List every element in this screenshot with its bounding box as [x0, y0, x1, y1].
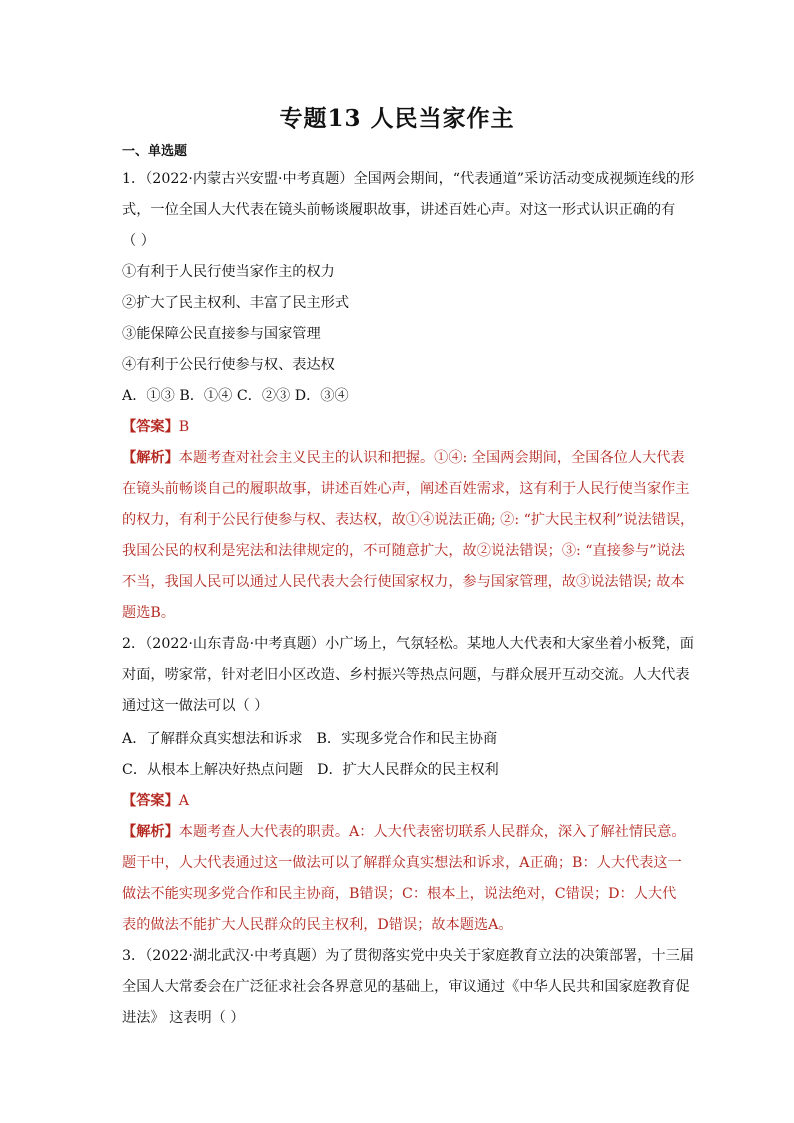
q2-analysis-line: 表的做法不能扩大人民群众的民主权利，D错误；故本题选A。 [122, 917, 513, 933]
q1-item: ④有利于公民行使参与权、表达权 [122, 357, 335, 373]
q1-analysis-line: 题选B。 [122, 605, 175, 621]
q1-analysis-line: 不当，我国人民可以通过人民代表大会行使国家权力，参与国家管理，故③说法错误; 故本 [122, 574, 685, 590]
q1-options: A．①③ B．①④ C．②③ D．③④ [122, 388, 349, 404]
q3-stem-line: 进法》 这表明（ ） [122, 1010, 245, 1026]
q3-stem-line: 全国人大常委会在广泛征求社会各界意见的基础上，审议通过《中华人民共和国家庭教育促 [122, 979, 690, 995]
section-heading: 一、单选题 [122, 144, 188, 159]
q2-option-d: D．扩大人民群众的民主权利 [317, 762, 499, 778]
q2-option-a: A．了解群众真实想法和诉求 [122, 731, 303, 747]
q1-stem-line: （ ） [122, 233, 155, 249]
answer-tag: 【答案】 [122, 793, 179, 809]
q2-stem-line: 2．（2022·山东青岛·中考真题）小广场上，气氛轻松。某地人大代表和大家坐着小板凳，面 [122, 636, 694, 652]
q1-analysis-line: 在镜头前畅谈自己的履职故事，讲述百姓心声，阐述百姓需求，这有利于人民行使当家作主 [122, 481, 690, 497]
q2-stem-line: 对面，唠家常，针对老旧小区改造、乡村振兴等热点问题，与群众展开互动交流。人大代表 [122, 667, 690, 683]
q2-analysis-line: 做法不能实现多党合作和民主协商，B错误；C：根本上，说法绝对，C错误；D：人大代 [122, 886, 677, 902]
q1-answer [122, 416, 189, 436]
answer-value: B [178, 419, 190, 435]
q1-stem-line: 1．（2022·内蒙古兴安盟·中考真题）全国两会期间，“代表通道”采访活动变成视频连线的形 [122, 171, 695, 187]
q2-option-c: C．从根本上解决好热点问题 [122, 762, 304, 778]
q1-item: ①有利于人民行使当家作主的权力 [122, 264, 335, 280]
q1-analysis-line: 我国公民的权利是宪法和法律规定的，不可随意扩大，故②说法错误；③: “直接参与”说法 [122, 543, 685, 559]
q2-option-b: B．实现多党合作和民主协商 [316, 731, 498, 747]
answer-tag: 【答案】 [122, 419, 179, 435]
page-title: 专题13 人民当家作主 [279, 105, 515, 132]
q1-analysis-line: 的权力，有利于公民行使参与权、表达权，故①④说法正确; ②: “扩大民主权利”说法错误， [122, 512, 695, 528]
q2-analysis-line [122, 821, 686, 841]
analysis-tag: 【解析】 [122, 450, 179, 466]
q2-options-row [122, 728, 497, 748]
q2-options-row [122, 759, 499, 779]
q1-item: ②扩大了民主权利、丰富了民主形式 [122, 295, 350, 311]
analysis-text: 本题考查人大代表的职责。A：人大代表密切联系人民群众，深入了解社情民意。 [178, 824, 686, 840]
q1-analysis-line [122, 447, 685, 467]
q2-answer [122, 790, 189, 810]
analysis-tag: 【解析】 [122, 824, 179, 840]
q2-stem-line: 通过这一做法可以（ ） [122, 698, 269, 714]
q2-analysis-line: 题干中，人大代表通过这一做法可以了解群众真实想法和诉求，A正确；B：人大代表这一 [122, 855, 682, 871]
q1-item: ③能保障公民直接参与国家管理 [122, 326, 321, 342]
q3-stem-line: 3．（2022·湖北武汉·中考真题）为了贯彻落实党中央关于家庭教育立法的决策部署，十三届 [122, 948, 694, 964]
q1-stem-line: 式，一位全国人大代表在镜头前畅谈履职故事，讲述百姓心声。对这一形式认识正确的有 [122, 202, 676, 218]
analysis-text: 本题考查对社会主义民主的认识和把握。①④: 全国两会期间，全国各位人大代表 [178, 450, 685, 466]
answer-value: A [178, 793, 190, 809]
